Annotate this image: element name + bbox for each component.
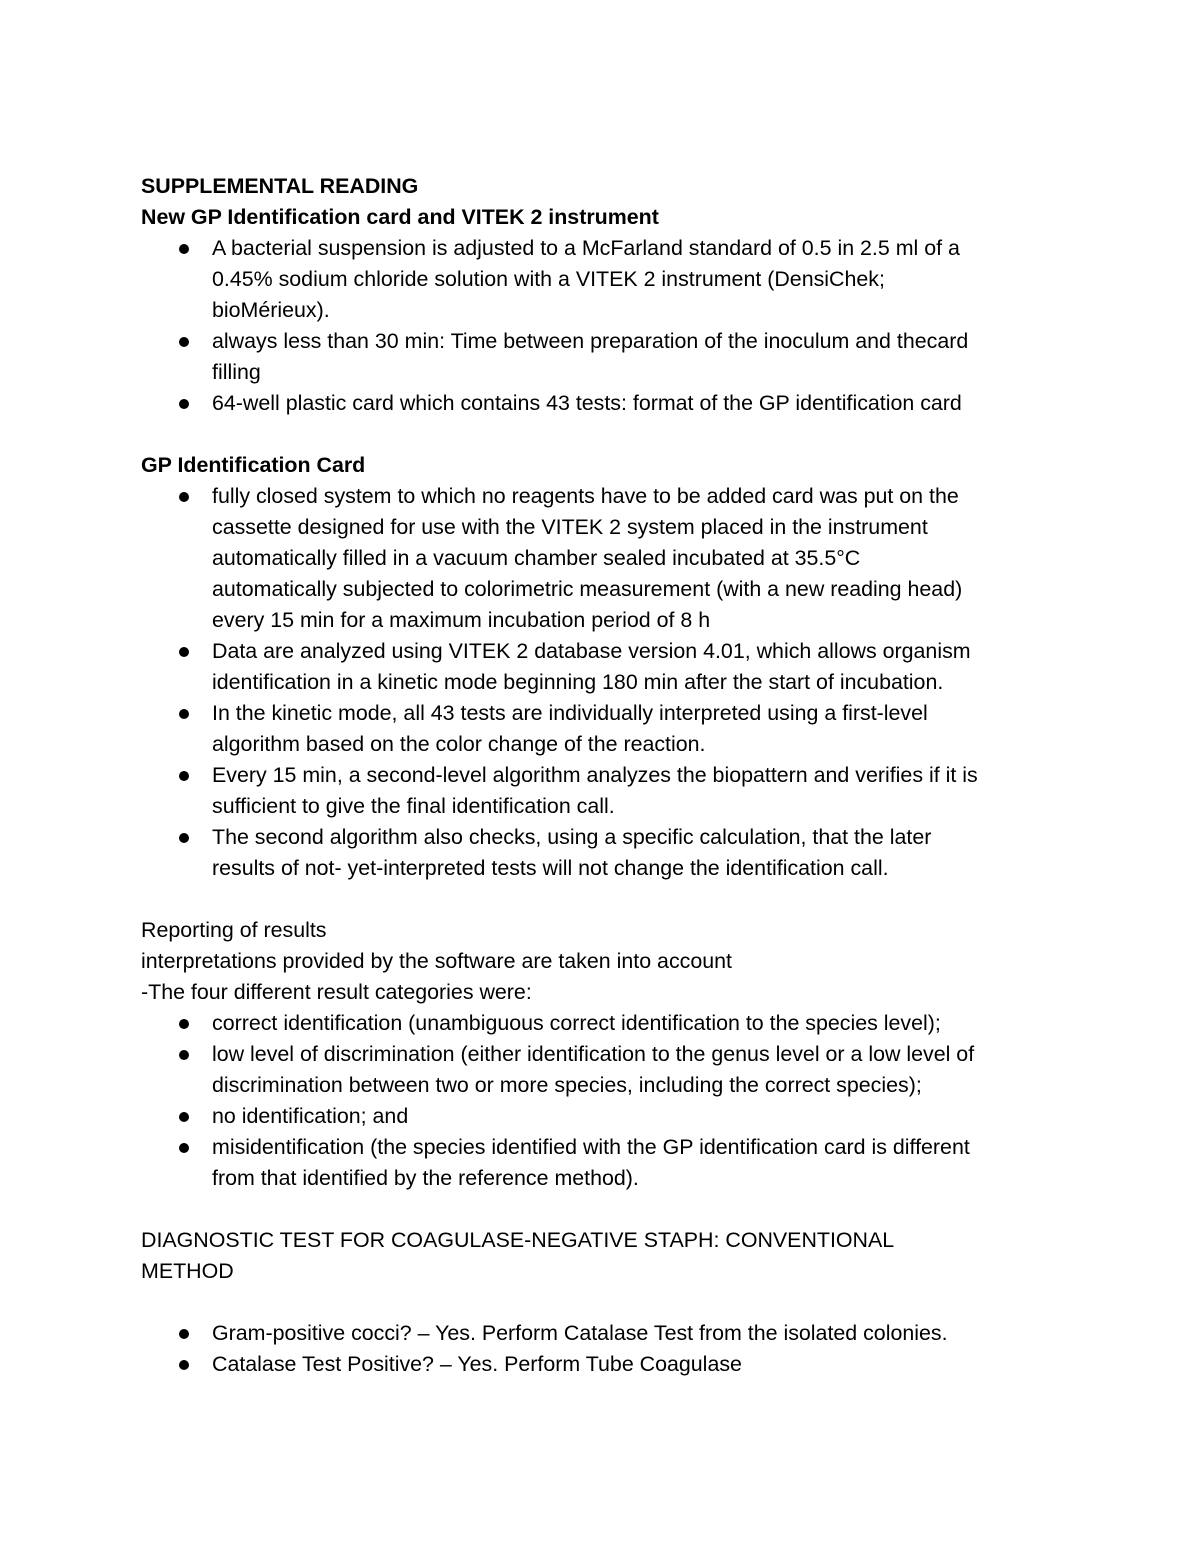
bullet-icon [179, 337, 189, 347]
list-item: The second algorithm also checks, using a specific calculation, that the later results of not- yet-interpreted tests will not change the identification call. [212, 822, 1061, 884]
section-title-vitek2: New GP Identification card and VITEK 2 instrument [141, 205, 659, 229]
list-item: correct identification (unambiguous correct identification to the species level); [212, 1008, 1061, 1039]
list-item: In the kinetic mode, all 43 tests are individually interpreted using a first-level algorithm based on the color change of the reaction. [212, 698, 1061, 760]
list-item: Catalase Test Positive? – Yes. Perform Tube Coagulase [212, 1349, 1061, 1380]
spacer [141, 884, 1061, 915]
list-item: A bacterial suspension is adjusted to a McFarland standard of 0.5 in 2.5 ml of a 0.45% sodium chloride solution with a VITEK 2 instrument (DensiChek; bioMérieux). [212, 233, 1061, 326]
section-title-gp-card: GP Identification Card [141, 453, 366, 477]
list-item: no identification; and [212, 1101, 1061, 1132]
list-item: always less than 30 min: Time between preparation of the inoculum and thecard filling [212, 326, 1061, 388]
bullet-icon [179, 1143, 189, 1153]
bullet-icon [179, 1329, 189, 1339]
bullet-icon [179, 1019, 189, 1029]
bullet-icon [179, 771, 189, 781]
bullet-icon [179, 1112, 189, 1122]
bullet-icon [179, 1360, 189, 1370]
list-item: Data are analyzed using VITEK 2 database version 4.01, which allows organism identification in a kinetic mode beginning 180 min after the start of incubation. [212, 636, 1061, 698]
list-item: fully closed system to which no reagents have to be added card was put on the cassette designed for use with the VITEK 2 system placed in the instrument automatically filled in a vacuum chamber sealed incubated at 35.5°C automatically subjected to colorimetric measurement (with a new reading head) every 15 min for a maximum incubation period of 8 h [212, 481, 1061, 636]
bullet-icon [179, 709, 189, 719]
list-item: low level of discrimination (either identification to the genus level or a low level of discrimination between two or more species, including the correct species); [212, 1039, 1061, 1101]
spacer [141, 419, 1061, 450]
document-heading: SUPPLEMENTAL READING [141, 174, 419, 198]
bullet-list-gp-card [141, 481, 1061, 884]
bullet-icon [179, 1050, 189, 1060]
document-page [141, 171, 1061, 1380]
bullet-list-vitek2 [141, 233, 1061, 419]
bullet-icon [179, 492, 189, 502]
bullet-icon [179, 244, 189, 254]
list-item: 64-well plastic card which contains 43 tests: format of the GP identification card [212, 388, 1061, 419]
section-title-diagnostic: DIAGNOSTIC TEST FOR COAGULASE-NEGATIVE STAPH: CONVENTIONAL [141, 1228, 895, 1252]
section-title-reporting: Reporting of results [141, 918, 327, 942]
bullet-icon [179, 647, 189, 657]
list-item: misidentification (the species identified with the GP identification card is different from that identified by the reference method). [212, 1132, 1061, 1194]
paragraph-line: interpretations provided by the software are taken into account [141, 949, 732, 973]
spacer [141, 1287, 1061, 1318]
section-title-diagnostic-cont: METHOD [141, 1259, 234, 1283]
list-item: Every 15 min, a second-level algorithm analyzes the biopattern and verifies if it is sufficient to give the final identification call. [212, 760, 1061, 822]
bullet-icon [179, 399, 189, 409]
bullet-icon [179, 833, 189, 843]
bullet-list-diagnostic [141, 1318, 1061, 1380]
list-item: Gram-positive cocci? – Yes. Perform Catalase Test from the isolated colonies. [212, 1318, 1061, 1349]
paragraph-line: -The four different result categories were: [141, 980, 532, 1004]
bullet-list-categories [141, 1008, 1061, 1194]
spacer [141, 1194, 1061, 1225]
